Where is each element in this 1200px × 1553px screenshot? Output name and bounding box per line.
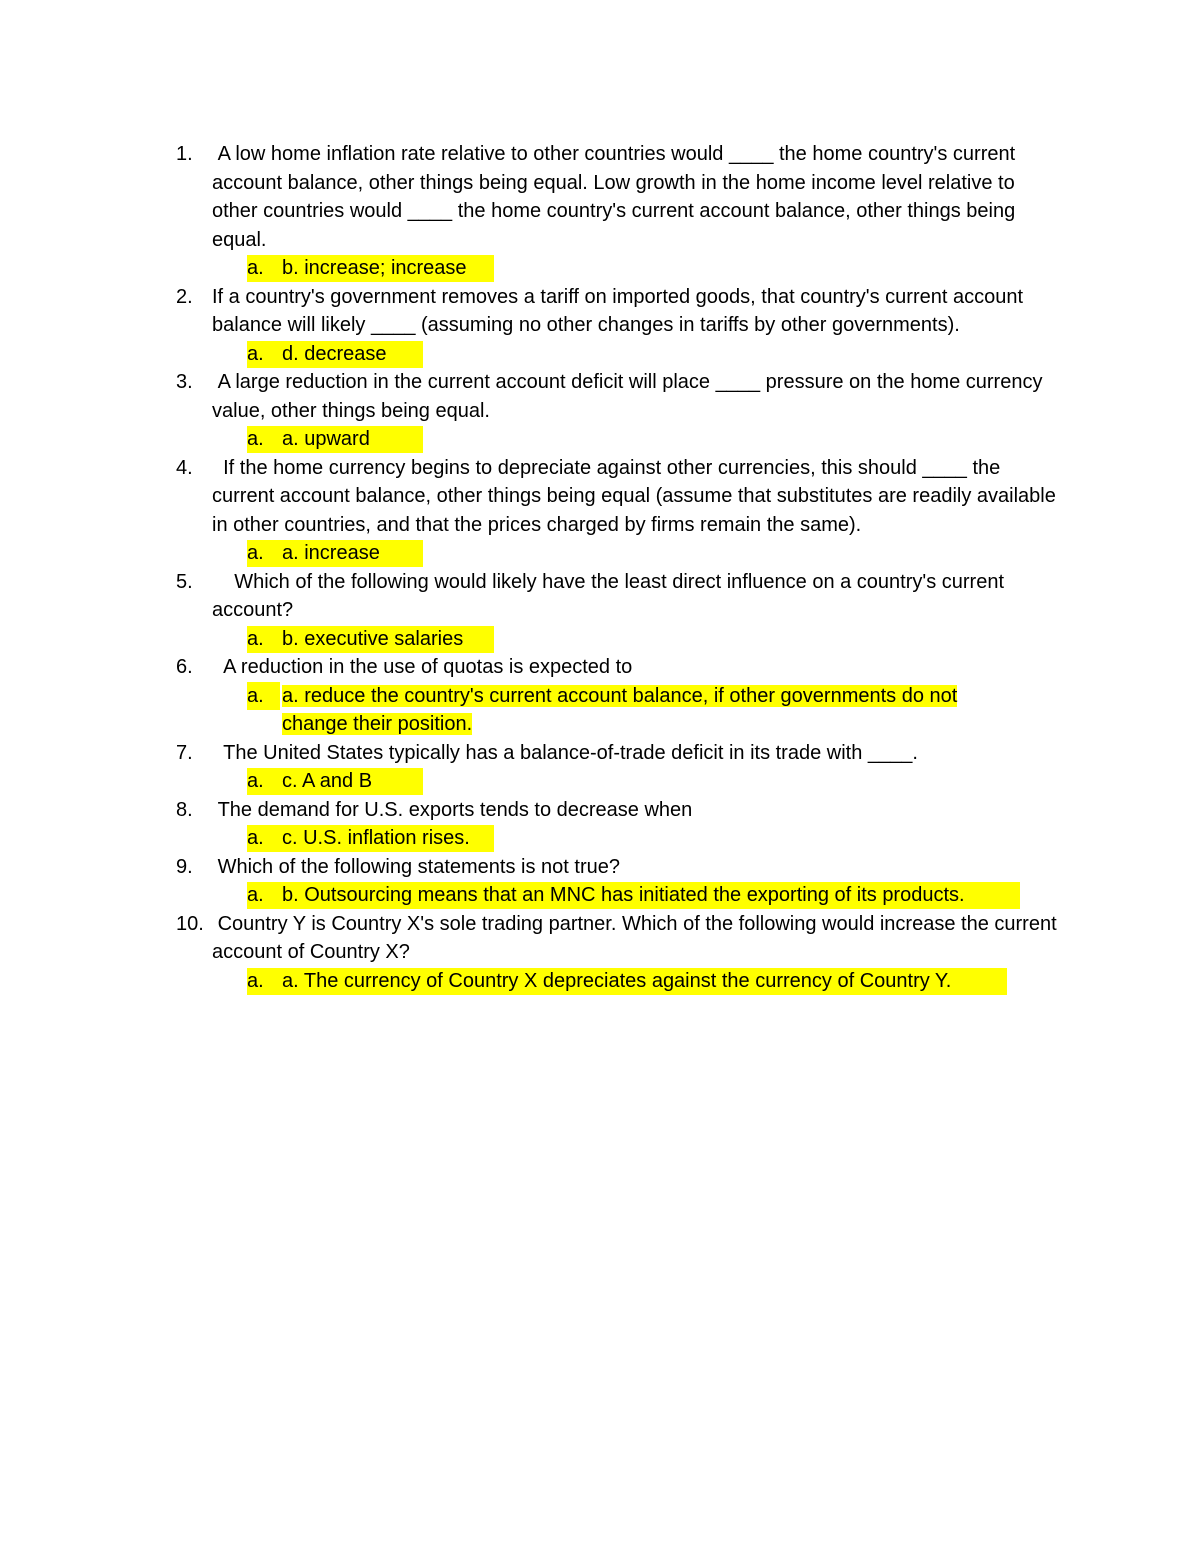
answer-item [0,967,1200,996]
answer-letter: a. [247,627,264,650]
answer-letter: a. [247,969,264,992]
answer-text: c. A and B [282,770,373,792]
question-text: Which of the following would likely have the least direct influence on a country's current account? [212,570,1010,621]
answer-text: b. executive salaries [282,627,464,650]
question-number: 3. [176,371,193,393]
question-text: If the home currency begins to depreciate against other currencies, this should ____ the current account balance, other things being equal (assume that substitutes are readily available in other countries, and that the prices charged by firms remain the same). [212,456,1062,536]
answer-letter: a. [247,428,264,450]
question-number: 10. [176,912,204,935]
answer-text [282,682,1022,739]
answer-text-highlighted: a. reduce the country's current account balance, if other governments do not change their position. [282,684,958,735]
answer-letter: a. [247,257,264,279]
question-item [0,910,1200,996]
question-item [0,853,1200,910]
question-item [0,653,1200,739]
question-text: If a country's government removes a tariff on imported goods, that country's current account balance will likely ____ (assuming no other changes in tariffs by other governments). [212,285,1029,336]
question-text: A large reduction in the current account deficit will place ____ pressure on the home currency value, other things being equal. [212,371,1049,422]
answer-item [0,254,1200,283]
question-item [0,283,1200,369]
answer-text: b. increase; increase [282,257,467,279]
question-item [0,796,1200,853]
answer-item [0,425,1200,454]
answer-letter: a. [247,827,264,849]
question-text: Which of the following statements is not true? [212,855,620,878]
answer-item [0,539,1200,568]
answer-item [0,881,1200,910]
answer-text: b. Outsourcing means that an MNC has initiated the exporting of its products. [282,884,965,906]
answer-item [0,767,1200,796]
answer-text: c. U.S. inflation rises. [282,827,470,849]
answer-text: a. increase [282,542,380,564]
answer-letter: a. [247,542,264,564]
answer-item [0,824,1200,853]
question-number: 8. [176,798,193,821]
answer-item [0,682,1200,739]
answer-letter: a. [247,770,264,792]
answer-text: a. upward [282,428,370,450]
question-item [0,140,1200,283]
question-item [0,739,1200,796]
answer-text: a. The currency of Country X depreciates against the currency of Country Y. [282,969,952,992]
question-text: A reduction in the use of quotas is expected to [212,656,633,678]
question-text: Country Y is Country X's sole trading partner. Which of the following would increase the current account of Country X? [212,912,1063,963]
question-number: 6. [176,656,193,678]
question-number: 5. [176,570,193,593]
answer-item [0,340,1200,369]
question-list [0,140,1200,995]
answer-letter: a. [247,682,280,711]
question-number: 4. [176,456,193,479]
answer-letter: a. [247,884,264,906]
question-text: A low home inflation rate relative to other countries would ____ the home country's current account balance, other things being equal. Low growth in the home income level relative to other countries would ____ the home country's current account balance, other things being equal. [212,143,1021,251]
answer-item [0,625,1200,654]
answer-text: d. decrease [282,342,387,365]
question-item [0,368,1200,454]
question-text: The United States typically has a balance-of-trade deficit in its trade with ____. [212,741,918,764]
answer-letter: a. [247,342,264,365]
question-item [0,454,1200,568]
question-item [0,568,1200,654]
question-number: 7. [176,741,193,764]
question-number: 2. [176,285,193,308]
question-number: 9. [176,855,193,878]
question-text: The demand for U.S. exports tends to decrease when [212,798,693,821]
question-number: 1. [176,143,193,165]
